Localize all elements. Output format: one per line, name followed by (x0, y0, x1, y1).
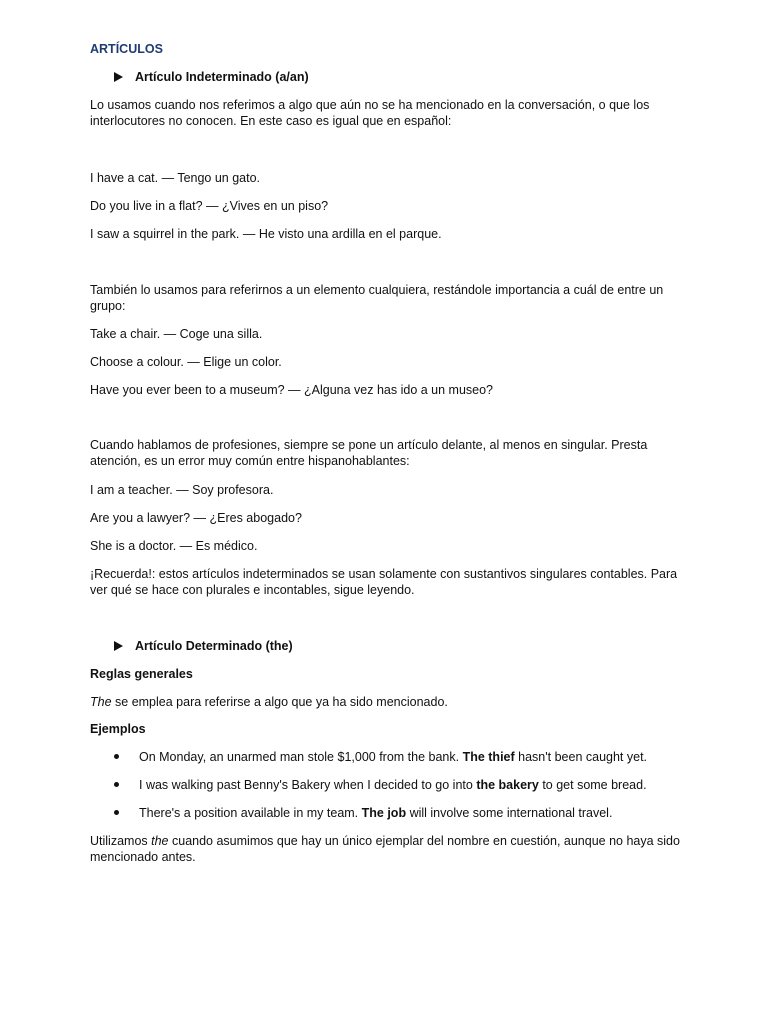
rules-label: Reglas generales (90, 667, 193, 681)
list-item (114, 805, 714, 821)
bullet-text-before: There's a position available in my team. (139, 806, 362, 820)
bullet-text-after: will involve some international travel. (406, 806, 613, 820)
closing-text-before: Utilizamos (90, 834, 152, 848)
arrow-bullet-icon (114, 641, 123, 651)
list-item (114, 749, 714, 765)
rule-text: se emplea para referirse a algo que ya ha sido mencionado. (111, 695, 448, 709)
example-line: Take a chair. — Coge una silla. (90, 327, 263, 341)
section-heading-text: Artículo Determinado (the) (135, 639, 293, 653)
example-line: Do you live in a flat? — ¿Vives en un piso? (90, 199, 329, 213)
bullet-dot-icon (114, 782, 119, 787)
bullet-dot-icon (114, 810, 119, 815)
example-line: I have a cat. — Tengo un gato. (90, 171, 261, 185)
example-line: I saw a squirrel in the park. — He visto una ardilla en el parque. (90, 227, 442, 241)
paragraph-professions: Cuando hablamos de profesiones, siempre se pone un artículo delante, al menos en singular. Presta atención, es un error muy común entre hispanohablantes: (90, 438, 648, 468)
section-heading-definite (114, 638, 714, 654)
paragraph-any-element: También lo usamos para referirnos a un elemento cualquiera, restándole importancia a cuál de entre un grupo: (90, 283, 664, 313)
emphasis-the: the (151, 834, 169, 848)
example-line: Choose a colour. — Elige un color. (90, 355, 282, 369)
example-line: I am a teacher. — Soy profesora. (90, 483, 274, 497)
example-line: Have you ever been to a museum? — ¿Alguna vez has ido a un museo? (90, 383, 494, 397)
paragraph-intro: Lo usamos cuando nos referimos a algo que aún no se ha mencionado en la conversación, o que los interlocutores no conocen. En este caso es igual que en español: (90, 98, 650, 128)
bullet-text-bold: the bakery (476, 778, 539, 792)
section-heading-indefinite (114, 69, 714, 85)
list-item (114, 777, 714, 793)
bullet-text-after: to get some bread. (538, 778, 647, 792)
bullet-text-bold: The job (361, 806, 407, 820)
example-line: Are you a lawyer? — ¿Eres abogado? (90, 511, 302, 525)
bullet-text-before: On Monday, an unarmed man stole $1,000 from the bank. (139, 750, 463, 764)
page-title: ARTÍCULOS (90, 42, 163, 56)
bullet-text-after: hasn't been caught yet. (514, 750, 648, 764)
closing-text-after: cuando asumimos que hay un único ejemplar del nombre en cuestión, aunque no haya sido mencionado antes. (90, 834, 680, 864)
example-line: She is a doctor. — Es médico. (90, 539, 258, 553)
bullet-text-before: I was walking past Benny's Bakery when I decided to go into (139, 778, 477, 792)
arrow-bullet-icon (114, 72, 123, 82)
section-heading-text: Artículo Indeterminado (a/an) (135, 70, 309, 84)
paragraph-reminder: ¡Recuerda!: estos artículos indeterminados se usan solamente con sustantivos singulares contables. Para ver qué se hace con plurales e incontables, sigue leyendo. (90, 567, 678, 597)
emphasis-the: The (90, 695, 112, 709)
paragraph-closing (90, 833, 690, 865)
bullet-text-bold: The thief (462, 750, 515, 764)
bullet-dot-icon (114, 754, 119, 759)
paragraph-rule (90, 694, 690, 710)
examples-label: Ejemplos (90, 722, 146, 736)
